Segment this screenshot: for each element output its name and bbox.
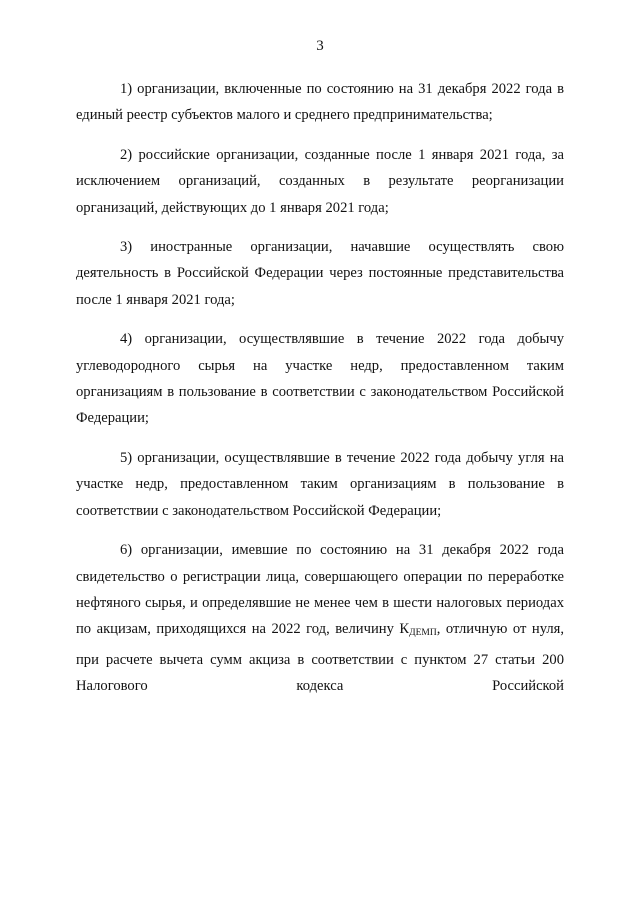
page-number: 3 bbox=[316, 38, 324, 54]
list-item-5: 5) организации, осуществлявшие в течение 2022 года добычу угля на участке недр, предоставленном таким организациям в пользование в соответствии с законодательством Российской Федерации; bbox=[76, 449, 564, 519]
formula-symbol: К bbox=[399, 621, 410, 638]
list-item-6-text-before: 6) организации, имевшие по состоянию на 31 декабря 2022 года свидетельство о регистрации лица, совершающего операции по переработке нефтяного сырья, и определявшие не менее чем в шести налоговых периодах по акцизам, приходящихся на 2022 год, величину bbox=[76, 542, 564, 638]
formula-subscript: ДЕМП bbox=[409, 628, 437, 639]
list-item-4: 4) организации, осуществлявшие в течение 2022 года добычу углеводородного сырья на участке недр, предоставленном таким организациям в пользование в соответствии с законодательством Российской Федерации; bbox=[76, 331, 564, 427]
list-item-1: 1) организации, включенные по состоянию на 31 декабря 2022 года в единый реестр субъектов малого и среднего предпринимательства; bbox=[76, 81, 564, 124]
list-item-2: 2) российские организации, созданные после 1 января 2021 года, за исключением организаций, созданных в результате реорганизации организаций, действующих до 1 января 2021 года; bbox=[76, 146, 564, 216]
list-item-3: 3) иностранные организации, начавшие осуществлять свою деятельность в Российской Федерации через постоянные представительства после 1 января 2021 года; bbox=[76, 239, 564, 308]
document-body bbox=[76, 76, 564, 713]
list-item-6 bbox=[76, 537, 564, 699]
list-item-6-text-after: , отличную от нуля, при расчете вычета сумм акциза в соответствии с пунктом 27 статьи 200 Налогового кодекса Российской bbox=[76, 621, 564, 695]
